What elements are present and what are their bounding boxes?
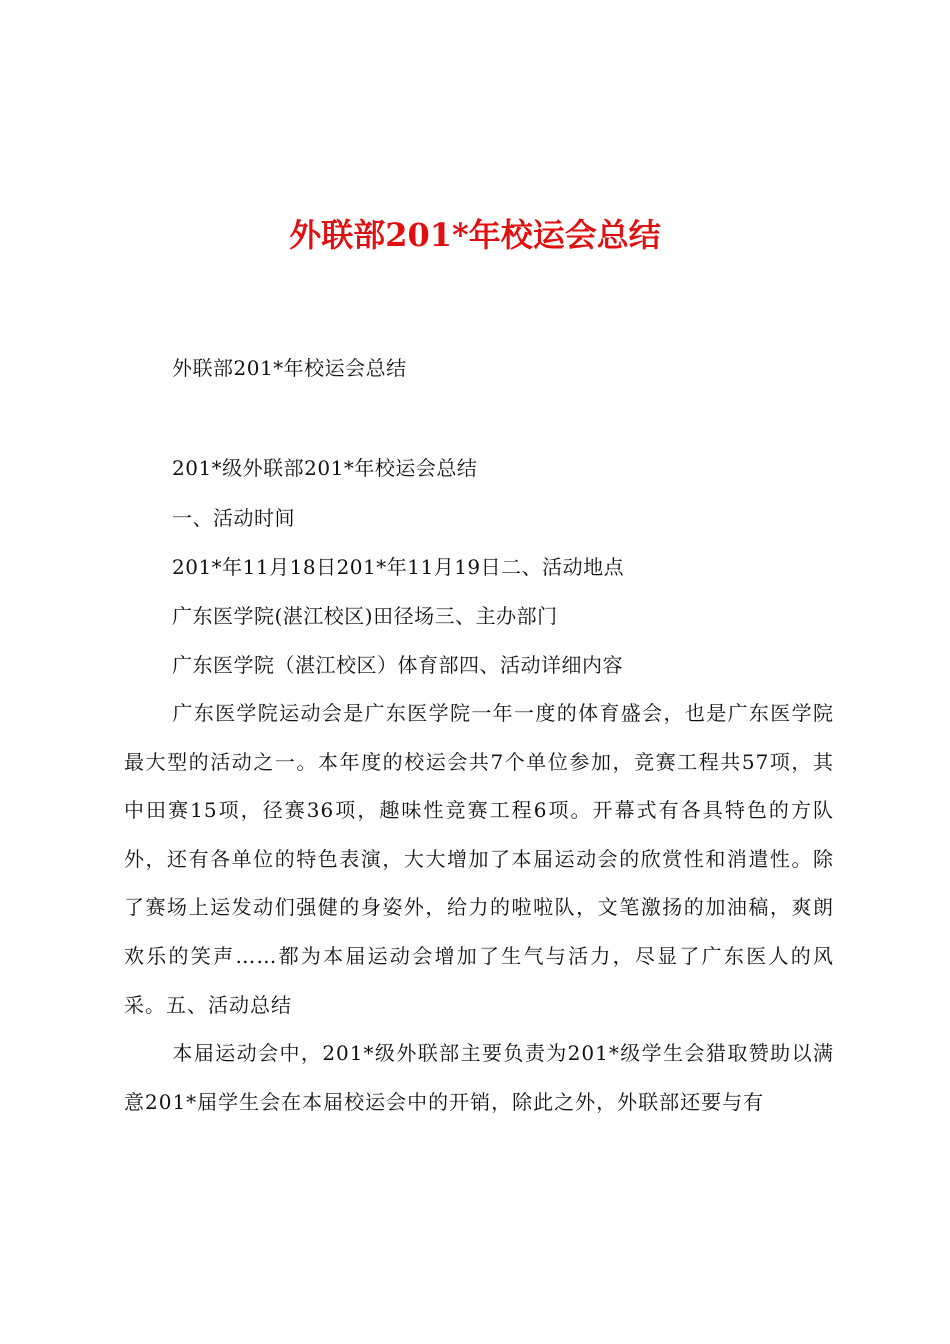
paragraph-text: 广东医学院运动会是广东医学院一年一度的体育盛会，也是广东医学院最大型的活动之一。本年度的校运会共7个单位参加，竞赛工程共57项，其中田赛15项，径赛36项，趣味性竞赛工程6项。开幕式有各具特色的方队外，还有各单位的特色表演，大大增加了本届运动会的欣赏性和消遣性。除了赛场上运发动们强健的身姿外，给力的啦啦队，文笔激扬的加油稿，爽朗欢乐的笑声……都为本届运动会增加了生气与活力，尽显了广东医人的风采。五、活动总结 (124, 701, 834, 1017)
section-heading: 一、活动时间 (172, 506, 295, 530)
document-title: 外联部201*年校运会总结 (289, 216, 661, 254)
text-line: 201*级外联部201*年校运会总结 (172, 456, 478, 480)
text-line: 广东医学院（湛江校区）体育部四、活动详细内容 (172, 653, 623, 677)
text-line: 广东医学院(湛江校区)田径场三、主办部门 (172, 604, 558, 628)
subtitle-line: 外联部201*年校运会总结 (172, 356, 407, 380)
text-line: 201*年11月18日201*年11月19日二、活动地点 (172, 555, 625, 579)
paragraph-text: 本届运动会中，201*级外联部主要负责为201*级学生会猎取赞助以满意201*届学生会在本届校运会中的开销，除此之外，外联部还要与有 (124, 1041, 834, 1114)
body-paragraph (124, 1029, 834, 1126)
body-paragraph (124, 689, 834, 1029)
